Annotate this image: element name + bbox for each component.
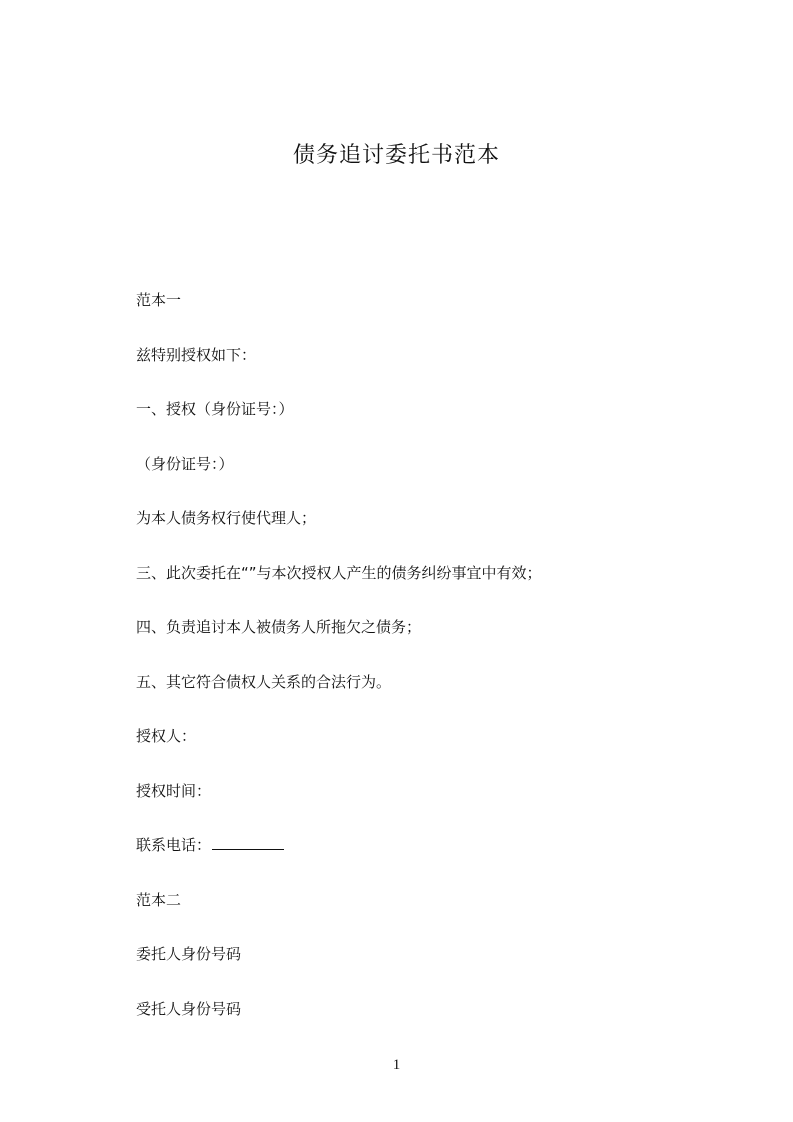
body-line-text: 范本一	[136, 291, 182, 309]
page-number: 1	[392, 1057, 401, 1073]
body-line	[136, 506, 696, 561]
body-line-text: （身份证号：）	[136, 454, 234, 473]
document-body	[136, 288, 696, 1051]
body-line-text: 委托人身份号码	[136, 945, 242, 963]
body-line	[136, 724, 696, 779]
body-line	[136, 561, 696, 616]
body-line	[136, 452, 696, 507]
body-line	[136, 343, 696, 398]
body-line-text: 四、负责追讨本人被债务人所拖欠之债务；	[136, 618, 422, 636]
body-line	[136, 833, 696, 888]
body-line-text: 范本二	[136, 890, 182, 909]
body-line-text: 一、授权（身份证号：）	[136, 400, 294, 418]
body-line-text: 授权人：	[136, 727, 197, 745]
body-line-text: 为本人债务权行使代理人；	[136, 509, 317, 527]
body-line-text: 三、此次委托在“”与本次授权人产生的债务纠纷事宜中有效；	[136, 563, 542, 582]
body-line	[136, 888, 696, 943]
phone-blank-line	[212, 834, 284, 850]
body-line-text: 五、其它符合债权人关系的合法行为。	[136, 672, 392, 691]
body-line-text: 兹特别授权如下：	[136, 345, 257, 364]
body-line	[136, 779, 696, 834]
body-line	[136, 397, 696, 452]
body-line-text: 授权时间：	[136, 781, 212, 800]
body-line	[136, 942, 696, 997]
body-line	[136, 670, 696, 725]
body-line	[136, 615, 696, 670]
document-title: 债务追讨委托书范本	[292, 143, 500, 168]
body-line-text: 联系电话：	[136, 836, 212, 854]
body-line-text: 受托人身份号码	[136, 999, 242, 1018]
body-line	[136, 288, 696, 343]
body-line	[136, 997, 696, 1052]
